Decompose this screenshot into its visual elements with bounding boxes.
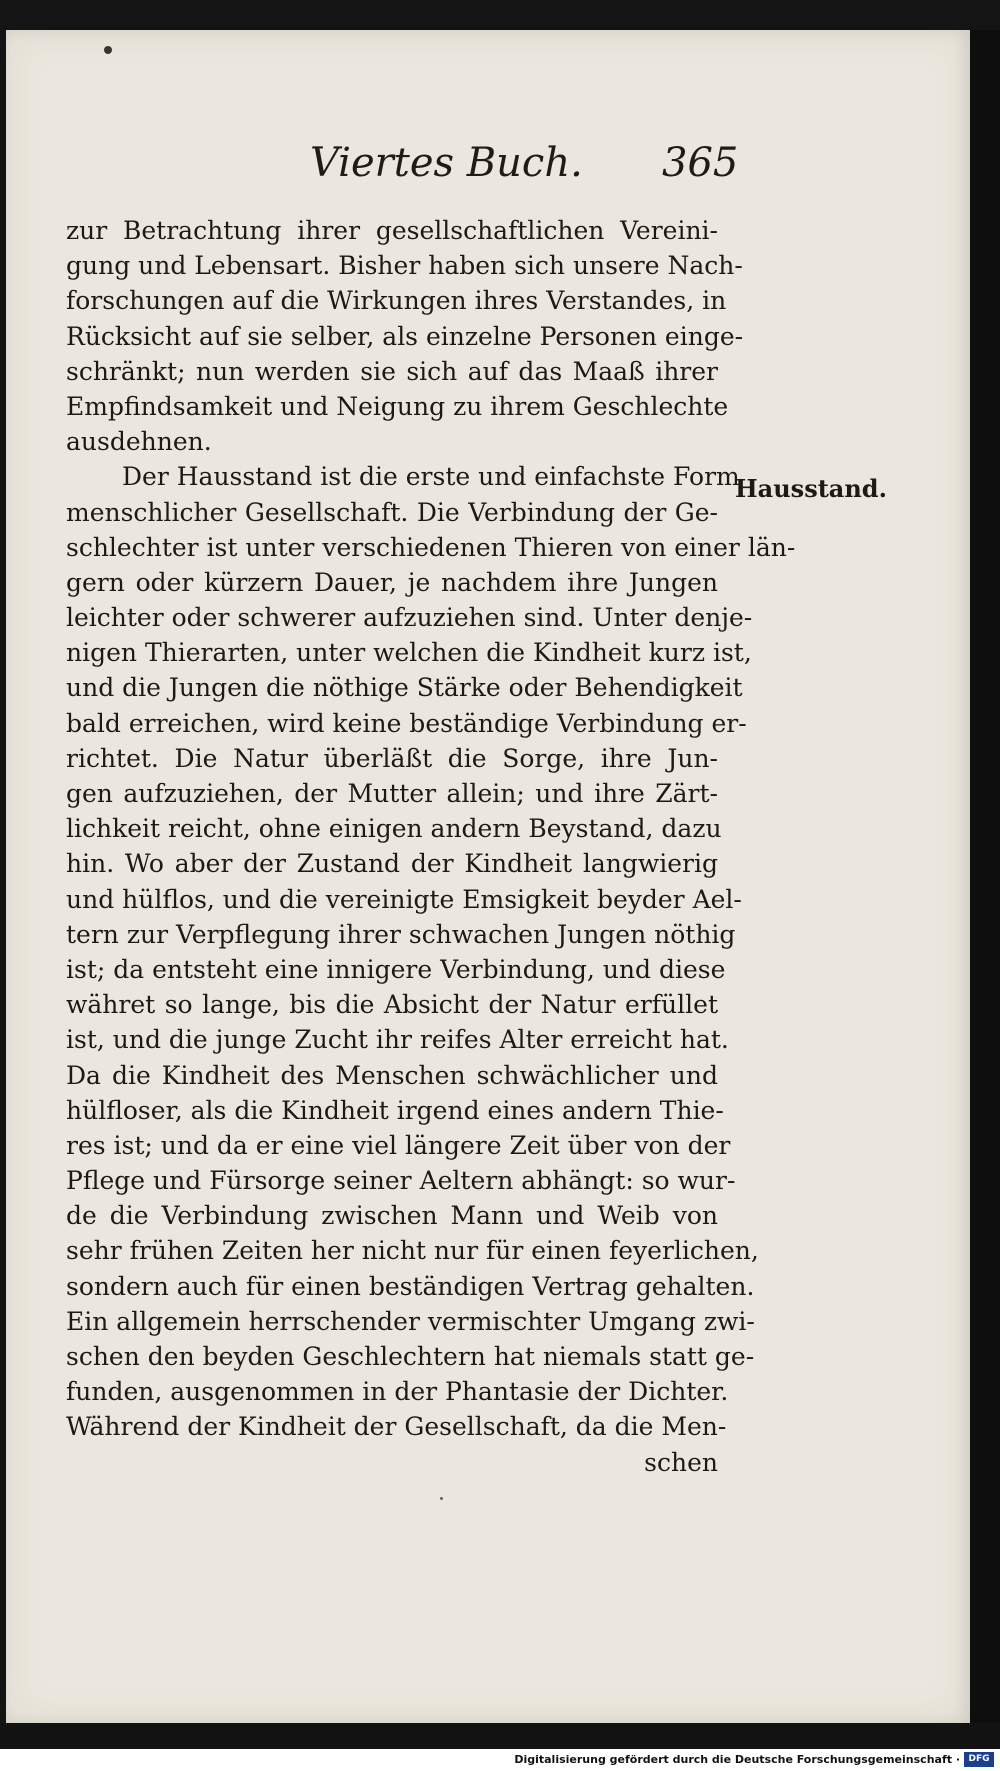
text-line: währet so lange, bis die Absicht der Natur erfüllet bbox=[66, 990, 718, 1020]
text-line: ist; da entsteht eine innigere Verbindung, und diese bbox=[66, 954, 726, 984]
ink-spot bbox=[440, 1497, 443, 1500]
text-line: ist, und die junge Zucht ihr reifes Alter erreicht hat. bbox=[66, 1025, 729, 1055]
text-line: leichter oder schwerer aufzuziehen sind. Unter denje- bbox=[66, 603, 753, 633]
text-line: res ist; und da er eine viel längere Zeit über von der bbox=[66, 1130, 731, 1160]
text-line: schränkt; nun werden sie sich auf das Maaß ihrer bbox=[66, 356, 718, 386]
text-line: nigen Thierarten, unter welchen die Kindheit kurz ist, bbox=[66, 638, 752, 668]
text-line: de die Verbindung zwischen Mann und Weib von bbox=[66, 1201, 718, 1231]
text-line: und die Jungen die nöthige Stärke oder Behendigkeit bbox=[66, 673, 743, 703]
running-title: Viertes Buch. bbox=[310, 140, 583, 186]
text-line: schen den beyden Geschlechtern hat niemals statt ge- bbox=[66, 1342, 755, 1371]
text-line: Da die Kindheit des Menschen schwächlicher und bbox=[66, 1060, 718, 1090]
text-line: schlechter ist unter verschiedenen Thieren von einer län- bbox=[66, 532, 796, 562]
text-line: Empfindsamkeit und Neigung zu ihrem Geschlechte bbox=[66, 391, 729, 421]
text-line: zur Betrachtung ihrer gesellschaftlichen Vereini- bbox=[66, 216, 718, 245]
body-text bbox=[66, 213, 796, 1480]
text-line: richtet. Die Natur überläßt die Sorge, ihre Jun- bbox=[66, 743, 718, 773]
text-line: gen aufzuziehen, der Mutter allein; und ihre Zärt- bbox=[66, 779, 718, 808]
text-line: Pflege und Fürsorge seiner Aeltern abhängt: so wur- bbox=[66, 1166, 736, 1196]
text-line: hin. Wo aber der Zustand der Kindheit langwierig bbox=[66, 849, 718, 879]
text-line: sehr frühen Zeiten her nicht nur für einen feyerlichen, bbox=[66, 1236, 759, 1266]
text-line: und hülflos, und die vereinigte Emsigkeit beyder Ael- bbox=[66, 884, 742, 914]
text-line: forschungen auf die Wirkungen ihres Verstandes, in bbox=[66, 286, 727, 316]
text-line: bald erreichen, wird keine beständige Verbindung er- bbox=[66, 708, 747, 738]
credit-bar bbox=[0, 1749, 1000, 1771]
text-line: Ein allgemein herrschender vermischter Umgang zwi- bbox=[66, 1306, 755, 1336]
text-line: funden, ausgenommen in der Phantasie der Dichter. bbox=[66, 1377, 729, 1407]
dfg-logo: DFG bbox=[964, 1752, 994, 1767]
running-head bbox=[300, 140, 739, 190]
ink-spot bbox=[104, 46, 112, 54]
catchword: schen bbox=[644, 1447, 718, 1477]
scan-bottom-band bbox=[0, 1723, 1000, 1749]
page-number: 365 bbox=[662, 140, 739, 186]
margin-note: Hausstand. bbox=[735, 474, 887, 503]
credit-text: Digitalisierung gefördert durch die Deutsche Forschungsgemeinschaft · bbox=[514, 1753, 960, 1766]
page-edge-shadow bbox=[970, 30, 1000, 1730]
text-line: Während der Kindheit der Gesellschaft, da die Men- bbox=[66, 1412, 727, 1442]
text-line: menschlicher Gesellschaft. Die Verbindung der Ge- bbox=[66, 497, 718, 527]
text-line: tern zur Verpflegung ihrer schwachen Jungen nöthig bbox=[66, 919, 736, 949]
text-line: lichkeit reicht, ohne einigen andern Beystand, dazu bbox=[66, 814, 722, 844]
text-line: sondern auch für einen beständigen Vertrag gehalten. bbox=[66, 1271, 755, 1301]
text-line: Rücksicht auf sie selber, als einzelne Personen einge- bbox=[66, 321, 744, 351]
text-line: hülfloser, als die Kindheit irgend eines andern Thie- bbox=[66, 1095, 724, 1125]
text-line: Der Hausstand ist die erste und einfachste Form bbox=[122, 462, 740, 492]
text-line: gern oder kürzern Dauer, je nachdem ihre Jungen bbox=[66, 567, 718, 597]
text-line: ausdehnen. bbox=[66, 427, 212, 457]
text-line: gung und Lebensart. Bisher haben sich unsere Nach- bbox=[66, 251, 743, 281]
